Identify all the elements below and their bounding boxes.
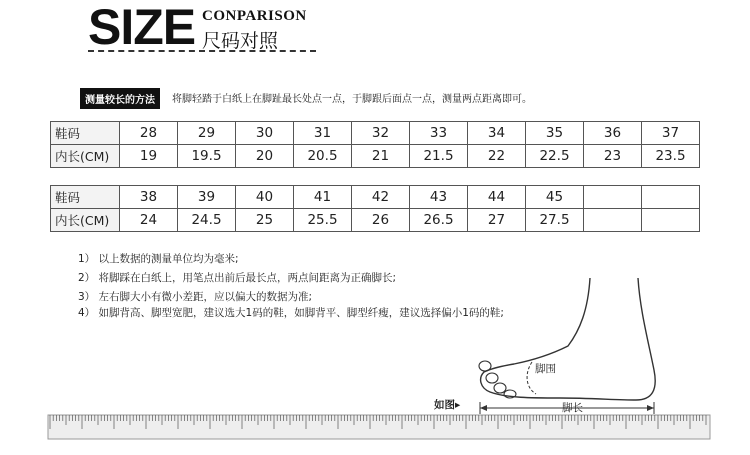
size-cell: 30 bbox=[236, 122, 294, 145]
size-cell: 45 bbox=[526, 186, 584, 209]
note-item: 3） 左右脚大小有微小差距，应以偏大的数据为准; bbox=[78, 291, 313, 303]
size-cell: 28 bbox=[120, 122, 178, 145]
length-cell: 20 bbox=[236, 145, 294, 168]
length-cell: 23.5 bbox=[642, 145, 700, 168]
method-description: 将脚轻踏于白纸上在脚趾最长处点一点，于脚跟后面点一点，测量两点距离即可。 bbox=[172, 94, 532, 105]
size-cell: 36 bbox=[584, 122, 642, 145]
toe-shape bbox=[479, 361, 491, 371]
size-cell: 41 bbox=[294, 186, 352, 209]
toe-shape bbox=[494, 383, 506, 393]
note-item: 1） 以上数据的测量单位均为毫米; bbox=[78, 253, 239, 265]
table-row bbox=[51, 209, 700, 232]
length-cell: 25.5 bbox=[294, 209, 352, 232]
ruler-pointer-label: 如图▸ bbox=[434, 399, 461, 411]
length-cell: 26 bbox=[352, 209, 410, 232]
length-cell: 20.5 bbox=[294, 145, 352, 168]
length-header-cell: 内长(CM) bbox=[51, 145, 120, 168]
length-cell bbox=[642, 209, 700, 232]
chinese-title: 尺码对照 bbox=[202, 30, 279, 52]
size-cell: 44 bbox=[468, 186, 526, 209]
length-cell: 24 bbox=[120, 209, 178, 232]
length-cell: 23 bbox=[584, 145, 642, 168]
size-cell: 35 bbox=[526, 122, 584, 145]
foot-illustration bbox=[440, 270, 670, 420]
length-cell: 24.5 bbox=[178, 209, 236, 232]
table-row bbox=[51, 122, 700, 145]
size-heading: SIZE bbox=[88, 0, 196, 55]
length-cell: 21.5 bbox=[410, 145, 468, 168]
size-cell: 38 bbox=[120, 186, 178, 209]
length-cell: 27 bbox=[468, 209, 526, 232]
comparison-subheading: CONPARISON bbox=[202, 8, 307, 24]
size-cell bbox=[642, 186, 700, 209]
length-header-cell: 内长(CM) bbox=[51, 209, 120, 232]
length-cell: 19 bbox=[120, 145, 178, 168]
length-label: 脚长 bbox=[562, 402, 583, 414]
length-cell: 19.5 bbox=[178, 145, 236, 168]
size-cell: 39 bbox=[178, 186, 236, 209]
size-cell: 32 bbox=[352, 122, 410, 145]
method-label-badge: 测量较长的方法 bbox=[80, 88, 160, 109]
length-cell: 21 bbox=[352, 145, 410, 168]
size-cell: 33 bbox=[410, 122, 468, 145]
size-table-2 bbox=[50, 185, 700, 232]
size-header-cell: 鞋码 bbox=[51, 122, 120, 145]
size-cell: 37 bbox=[642, 122, 700, 145]
ruler-body bbox=[48, 415, 710, 439]
size-cell bbox=[584, 186, 642, 209]
girth-label: 脚围 bbox=[535, 363, 556, 375]
size-header-cell: 鞋码 bbox=[51, 186, 120, 209]
toe-shape bbox=[486, 373, 498, 383]
note-item: 4） 如脚背高、脚型宽肥，建议选大1码的鞋，如脚背平、脚型纤瘦，建议选择偏小1码的鞋; bbox=[78, 307, 504, 319]
size-cell: 43 bbox=[410, 186, 468, 209]
size-cell: 42 bbox=[352, 186, 410, 209]
length-cell: 25 bbox=[236, 209, 294, 232]
size-cell: 40 bbox=[236, 186, 294, 209]
length-cell: 22.5 bbox=[526, 145, 584, 168]
ruler-graphic bbox=[0, 410, 750, 455]
size-cell: 29 bbox=[178, 122, 236, 145]
table-row bbox=[51, 186, 700, 209]
length-cell: 27.5 bbox=[526, 209, 584, 232]
size-cell: 31 bbox=[294, 122, 352, 145]
table-row bbox=[51, 145, 700, 168]
size-table-1 bbox=[50, 121, 700, 168]
title-dashed-divider bbox=[88, 50, 316, 52]
size-cell: 34 bbox=[468, 122, 526, 145]
note-item: 2） 将脚踩在白纸上，用笔点出前后最长点，两点间距离为正确脚长; bbox=[78, 272, 397, 284]
foot-outline bbox=[481, 278, 656, 400]
length-cell: 22 bbox=[468, 145, 526, 168]
length-cell bbox=[584, 209, 642, 232]
length-cell: 26.5 bbox=[410, 209, 468, 232]
